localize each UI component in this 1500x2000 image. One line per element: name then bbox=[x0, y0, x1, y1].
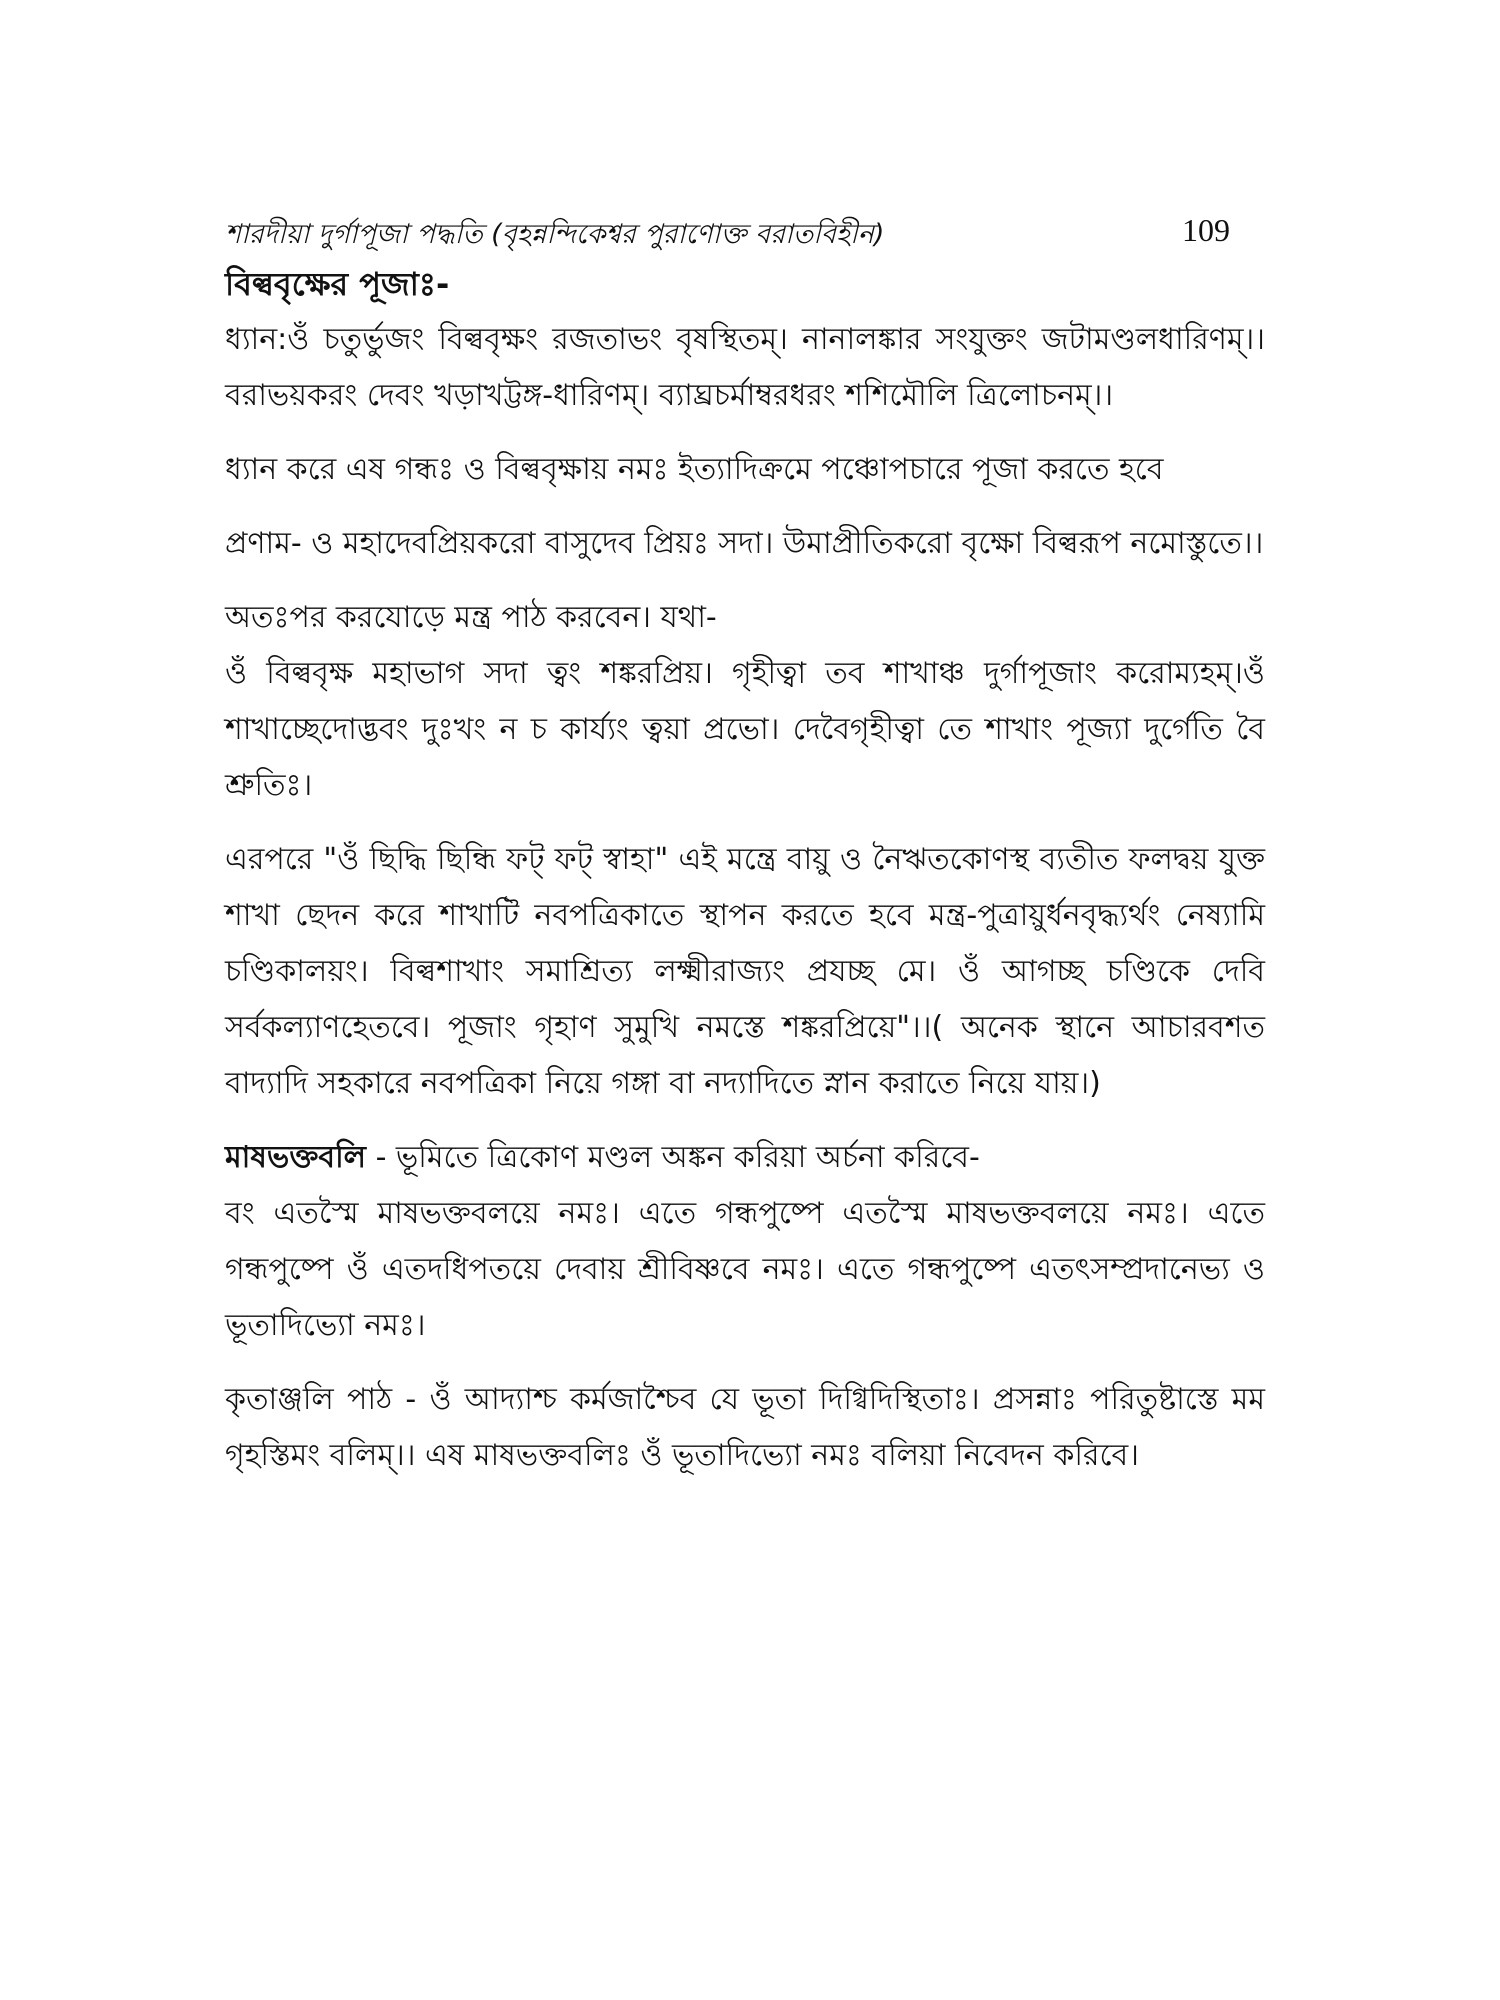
dhyan-paragraph: ধ্যান:ওঁ চতুর্ভুজং বিল্ববৃক্ষং রজতাভং বৃষস্থিতম্। নানালঙ্কার সংযুক্তং জটামণ্ডলধারিণম্।।বরাভয়করং দেবং খড়াখট্টঙ্গ-ধারিণম্। ব্যাঘ্রচর্মাম্বরধরং শশিমৌলি ত্রিলোচনম্।। bbox=[225, 322, 1265, 413]
page-number: 109 bbox=[1182, 212, 1230, 248]
header-title: শারদীয়া দুর্গাপূজা পদ্ধতি (বৃহন্নন্দিকেশ্বর পুরাণোক্ত বরাতবিহীন) bbox=[225, 219, 885, 250]
mashbhakta-heading-line bbox=[225, 1130, 1265, 1186]
mantra-intro: অতঃপর করযোড়ে মন্ত্র পাঠ করবেন। যথা- bbox=[225, 600, 717, 635]
mashbhakta-body: বং এতস্মৈ মাষভক্তবলয়ে নমঃ। এতে গন্ধপুষ্পে এতস্মৈ মাষভক্তবলয়ে নমঃ। এতে গন্ধপুষ্পে ওঁ এতদধিপতয়ে দেবায় শ্রীবিষ্ণবে নমঃ। এতে গন্ধপুষ্পে এতৎসম্প্রদানেভ্য ও ভূতাদিভ্যো নমঃ। bbox=[225, 1196, 1265, 1343]
mantra-paragraph: ওঁ বিল্ববৃক্ষ মহাভাগ সদা ত্বং শঙ্করপ্রিয়। গৃহীত্বা তব শাখাঞ্চ দুর্গাপূজাং করোম্যহম্।ওঁ শাখাচ্ছেদোদ্ভবং দুঃখং ন চ কার্য্যং ত্বয়া প্রভো। দেবৈগৃহীত্বা তে শাখাং পূজ্যা দুর্গেতি বৈ শ্রুতিঃ। bbox=[225, 656, 1265, 803]
page-content bbox=[225, 256, 1265, 1484]
mashbhakta-instruction: - ভূমিতে ত্রিকোণ মণ্ডল অঙ্কন করিয়া অর্চনা করিবে- bbox=[366, 1140, 980, 1175]
kritanjali-paragraph: কৃতাঞ্জলি পাঠ - ওঁ আদ্যাশ্চ কর্মজাশ্চৈব যে ভূতা দিগ্বিদিস্থিতাঃ। প্রসন্নাঃ পরিতুষ্টাস্তে মম গৃহস্তিমং বলিম্।। এষ মাষভক্তবলিঃ ওঁ ভূতাদিভ্যো নমঃ বলিয়া নিবেদন করিবে। bbox=[225, 1382, 1265, 1473]
cutting-paragraph: এরপরে "ওঁ ছিদ্ধি ছিন্ধি ফট্ ফট্ স্বাহা" এই মন্ত্রে বায়ু ও নৈঋতকোণস্থ ব্যতীত ফলদ্বয় যুক্ত শাখা ছেদন করে শাখাটি নবপত্রিকাতে স্থাপন করতে হবে মন্ত্র-পুত্রায়ুর্ধনবৃদ্ধ্যর্থং নেষ্যামি চণ্ডিকালয়ং। বিল্বশাখাং সমাশ্রিত্য লক্ষ্মীরাজ্যং প্রযচ্ছ মে। ওঁ আগচ্ছ চণ্ডিকে দেবি সর্বকল্যাণহেতবে। পূজাং গৃহাণ সুমুখি নমস্তে শঙ্করপ্রিয়ে"।।( অনেক স্থানে আচারবশত বাদ্যাদি সহকারে নবপত্রিকা নিয়ে গঙ্গা বা নদ্যাদিতে স্নান করাতে নিয়ে যায়।) bbox=[225, 842, 1265, 1101]
dhyan-after-paragraph: ধ্যান করে এষ গন্ধঃ ও বিল্ববৃক্ষায় নমঃ ইত্যাদিক্রমে পঞ্চোপচারে পূজা করতে হবে bbox=[225, 452, 1164, 487]
mashbhakta-label: মাষভক্তবলি bbox=[225, 1140, 367, 1175]
pranam-paragraph: প্রণাম- ও মহাদেবপ্রিয়করো বাসুদেব প্রিয়ঃ সদা। উমাপ্রীতিকরো বৃক্ষো বিল্বরূপ নমোস্তুতে।। bbox=[225, 526, 1264, 561]
section-heading: বিল্ববৃক্ষের পূজাঃ- bbox=[225, 265, 450, 303]
running-header bbox=[225, 210, 1230, 256]
